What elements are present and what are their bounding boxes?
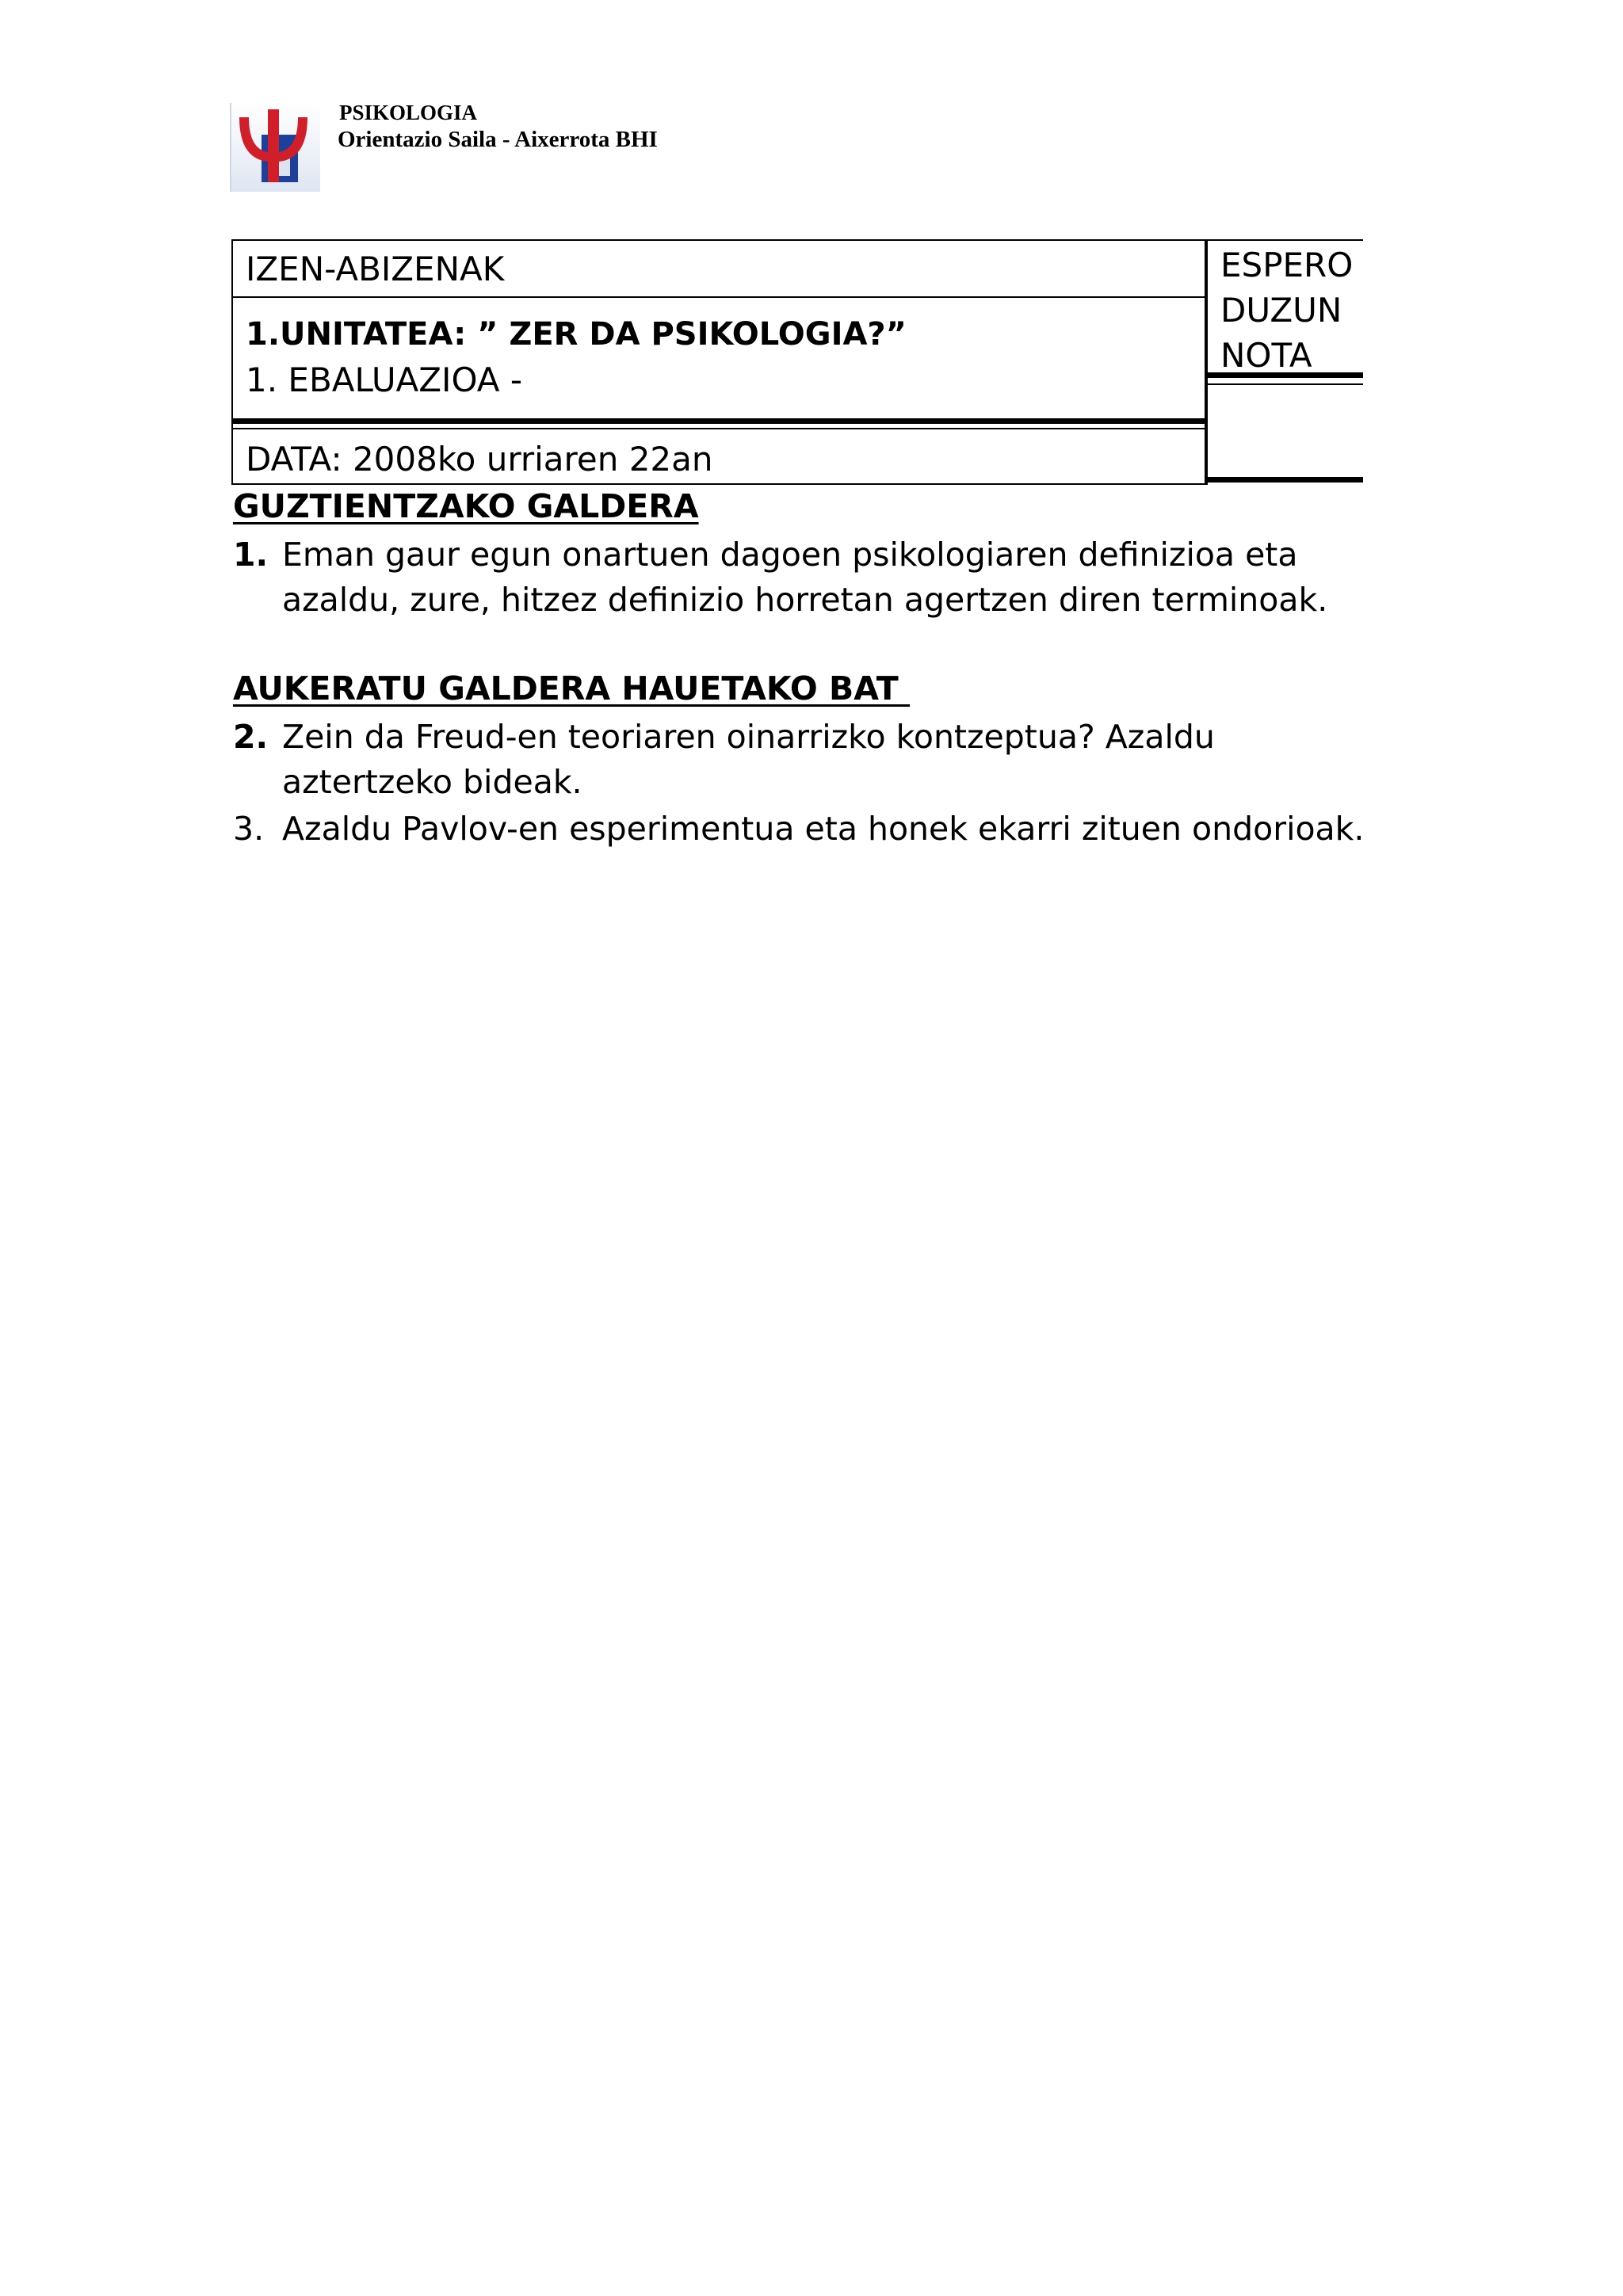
question-text: Zein da Freud-en teoriaren oinarrizko kontzeptua? Azaldu aztertzeko bideak. [282,718,1215,801]
grade-divider [1205,383,1363,385]
section-heading-choose: AUKERATU GALDERA HAUETAKO BAT [233,669,911,707]
question-number: 3. [233,810,265,848]
question-number: 2. [233,718,269,756]
unit-title: 1.UNITATEA: ” ZER DA PSIKOLOGIA?” [246,316,907,353]
school-header [338,100,658,154]
evaluation-label: 1. EBALUAZIOA - [246,360,523,399]
section-heading-common: GUZTIENTZAKO GALDERA [233,487,699,525]
grade-label-line3: NOTA [1220,336,1312,375]
question-number: 1. [233,536,269,574]
grade-top-border [1205,239,1363,241]
question-text: Azaldu Pavlov-en esperimentua eta honek ekarri zituen ondorioak. [282,810,1365,848]
grade-label-line1: ESPERO [1220,246,1354,284]
divider [231,296,1206,298]
psi-logo-icon [230,103,320,192]
divider [231,428,1206,429]
grade-column-border [1205,239,1206,483]
header-subtitle: Orientazio Saila - Aixerrota BHI [338,127,658,152]
grade-label-line2: DUZUN [1220,291,1342,330]
grade-answer-box[interactable] [1208,387,1363,475]
header-title: PSIKOLOGIA [339,101,478,124]
question-text: Eman gaur egun onartuen dagoen psikologiaren definizioa eta azaldu, zure, hitzez definizio horretan agertzen diren terminoak. [282,536,1328,619]
divider-thick [231,418,1206,424]
date-label: DATA: 2008ko urriaren 22an [246,440,713,479]
grade-bottom-thick [1205,477,1363,482]
name-field-label: IZEN-ABIZENAK [246,250,505,288]
